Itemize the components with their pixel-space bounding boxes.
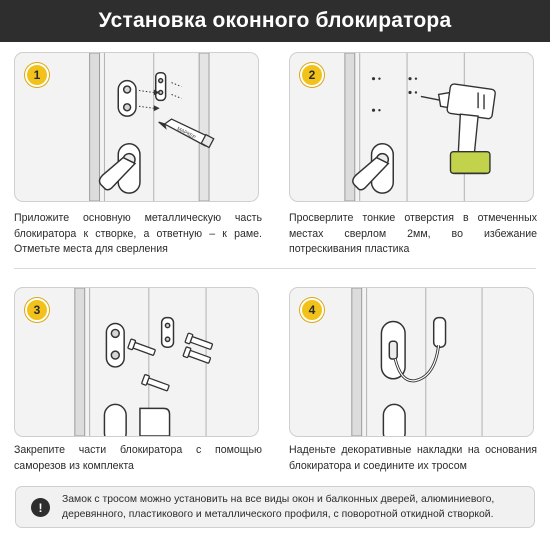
step-number-badge: 1	[25, 63, 49, 87]
section-divider	[14, 268, 536, 269]
counter-cover	[434, 318, 446, 348]
exclamation-icon: !	[31, 498, 50, 517]
window-handle	[104, 404, 169, 436]
window-handle	[100, 144, 140, 193]
lock-cover	[381, 322, 405, 379]
window-handle	[353, 144, 393, 193]
step-3-drawing	[15, 288, 258, 436]
installation-note	[15, 486, 535, 528]
step-4-illustration	[289, 287, 534, 437]
step-1-caption: Приложите основную металлическую часть блокиратора к створке, а ответную – к раме. Отметьте места для сверления	[14, 212, 262, 255]
step-1-drawing	[15, 53, 258, 201]
page-title: Установка оконного блокиратора	[0, 0, 550, 42]
step-number-badge: 2	[300, 63, 324, 87]
window-handle	[383, 404, 405, 436]
step-4-drawing	[290, 288, 533, 436]
step-number-badge: 4	[300, 298, 324, 322]
counter-part	[162, 318, 174, 348]
lock-base-part	[106, 324, 124, 367]
step-4-caption: Наденьте декоративные накладки на основания блокиратора и соедините их тросом	[289, 444, 537, 472]
step-2-drawing	[290, 53, 533, 201]
step-2-caption: Просверлите тонкие отверстия в отмеченных местах сверлом 2мм, во избежание потрескивания пластика	[289, 212, 537, 255]
step-3-illustration	[14, 287, 259, 437]
step-number-badge: 3	[25, 298, 49, 322]
marker-label: МАРКЕР	[175, 126, 196, 141]
drill-hole-marks	[372, 77, 417, 112]
step-1-illustration	[14, 52, 259, 202]
step-3-caption: Закрепите части блокиратора с помощью саморезов из комплекта	[14, 444, 262, 472]
step-2-illustration	[289, 52, 534, 202]
counter-part	[156, 73, 166, 101]
lock-base-part	[118, 81, 136, 117]
drill-icon	[421, 84, 496, 174]
note-text: Замок с тросом можно установить на все виды окон и балконных дверей, алюминиевого, деревянного, пластикового и металлического профиля, с поворотной откидной створкой.	[62, 494, 495, 520]
